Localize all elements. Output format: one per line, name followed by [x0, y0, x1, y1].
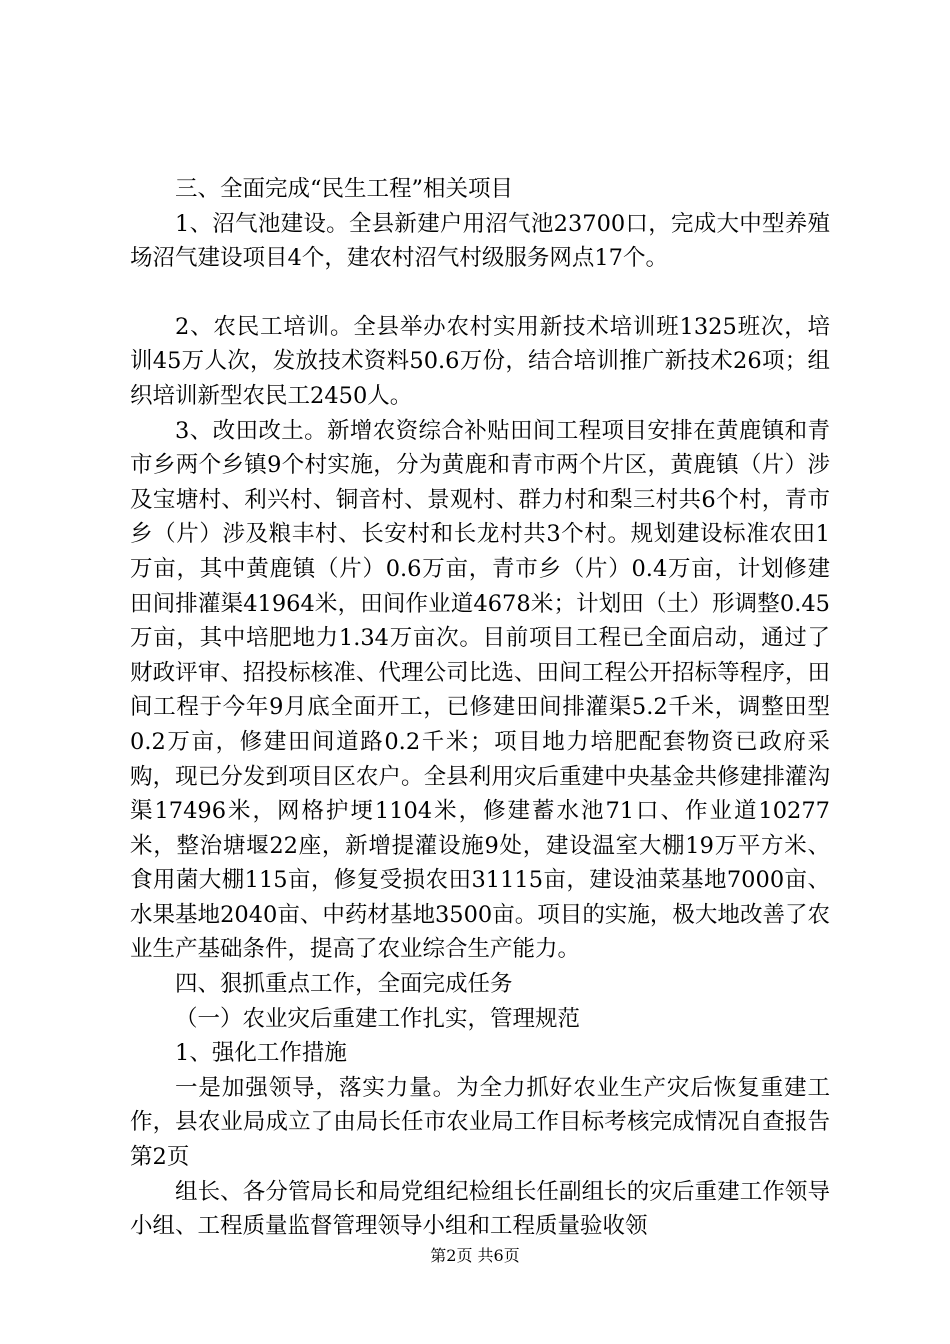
paragraph-leadership: 一是加强领导，落实力量。为全力抓好农业生产灾后恢复重建工作，县农业局成立了由局长任市农业局工作目标考核完成情况自查报告第2页 [130, 1074, 830, 1171]
subsection-heading-1: （一）农业灾后重建工作扎实，管理规范 [175, 1005, 581, 1032]
paragraph-training: 2、农民工培训。全县举办农村实用新技术培训班1325班次，培训45万人次，发放技术资料50.6万份，结合培训推广新技术26项；组织培训新型农民工2450人。 [130, 313, 830, 409]
page-footer: 第2页 共6页 [430, 1246, 520, 1265]
section-heading-4: 四、狠抓重点工作，全面完成任务 [175, 971, 513, 998]
item-heading-1: 1、强化工作措施 [175, 1040, 347, 1067]
paragraph-biogas: 1、沼气池建设。全县新建户用沼气池23700口，完成大中型养殖场沼气建设项目4个，建农村沼气村级服务网点17个。 [130, 210, 830, 272]
paragraph-leadership-continued: 组长、各分管局长和局党组纪检组长任副组长的灾后重建工作领导小组、工程质量监督管理领导小组和工程质量验收领 [130, 1178, 830, 1240]
section-heading-3: 三、全面完成“民生工程”相关项目 [175, 176, 514, 202]
document-body [130, 172, 830, 1244]
paragraph-land-improvement: 3、改田改土。新增农资综合补贴田间工程项目安排在黄鹿镇和青市乡两个乡镇9个村实施，分为黄鹿和青市两个片区，黄鹿镇（片）涉及宝塘村、利兴村、铜音村、景观村、群力村和梨三村共6个村，青市乡（片）涉及粮丰村、长安村和长龙村共3个村。规划建设标准农田1万亩，其中黄鹿镇（片）0.6万亩，青市乡（片）0.4万亩，计划修建田间排灌渠41964米，田间作业道4678米；计划田（土）形调整0.45万亩，其中培肥地力1.34万亩次。目前项目工程已全面启动，通过了财政评审、招投标核准、代理公司比选、田间工程公开招标等程序，田间工程于今年9月底全面开工，已修建田间排灌渠5.2千米，调整田型0.2万亩，修建田间道路0.2千米；项目地力培肥配套物资已政府采购，现已分发到项目区农户。全县利用灾后重建中央基金共修建排灌沟渠17496米，网格护埂1104米，修建蓄水池71口、作业道10277米，整治塘堰22座，新增提灌设施9处，建设温室大棚19万平方米、食用菌大棚115亩，修复受损农田31115亩，建设油菜基地7000亩、水果基地2040亩、中药材基地3500亩。项目的实施，极大地改善了农业生产基础条件，提高了农业综合生产能力。 [130, 417, 830, 963]
